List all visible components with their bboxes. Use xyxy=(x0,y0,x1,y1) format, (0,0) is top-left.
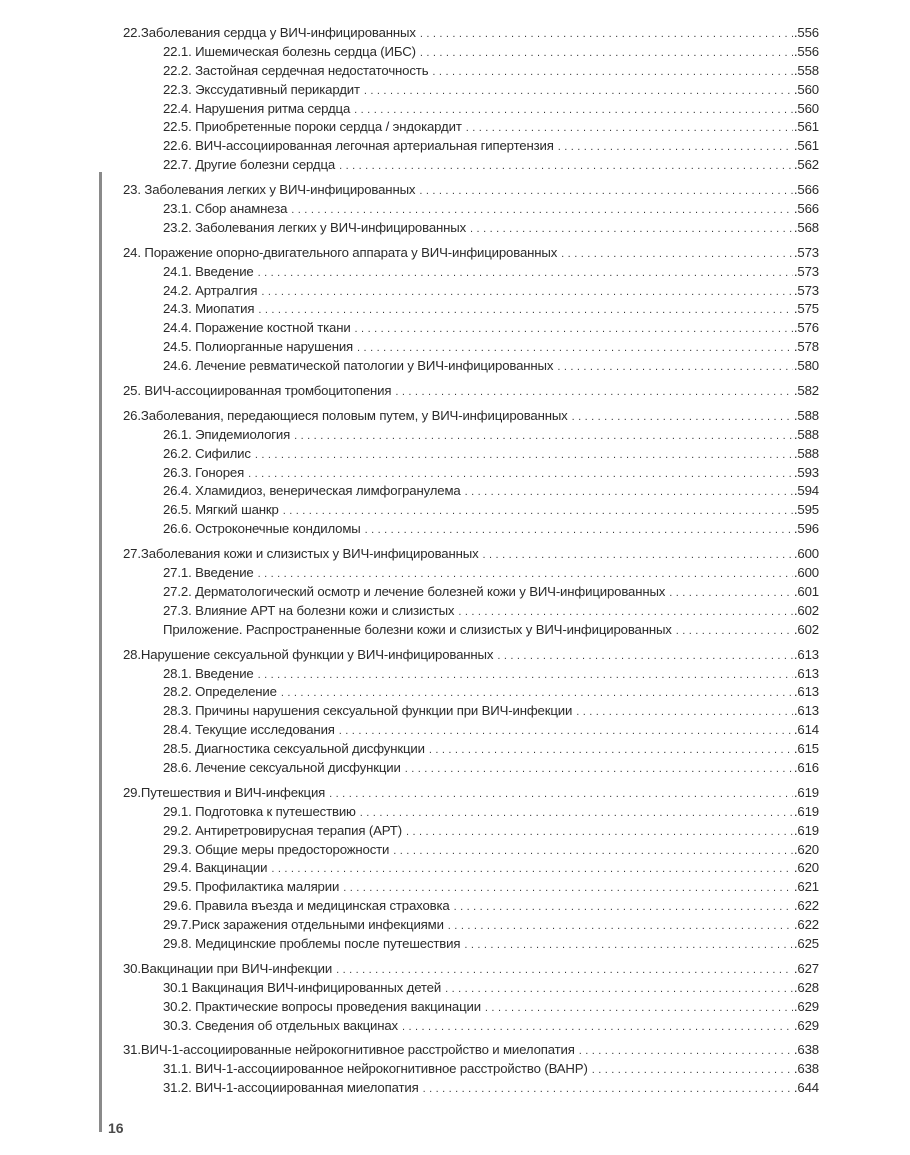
toc-entry-title: 28.5. Диагностика сексуальной дисфункции xyxy=(163,741,425,757)
toc-section xyxy=(123,181,819,238)
toc-section xyxy=(123,545,819,639)
toc-entry-page: .596 xyxy=(793,521,819,537)
dot-leader xyxy=(576,702,793,722)
dot-leader xyxy=(281,683,793,703)
toc-chapter-entry[interactable] xyxy=(123,784,819,803)
toc-subsection-entry[interactable] xyxy=(123,482,819,501)
toc-chapter-entry[interactable] xyxy=(123,181,819,200)
toc-entry-page: .595 xyxy=(793,502,819,518)
toc-entry-title: 27.1. Введение xyxy=(163,565,254,581)
toc-entry-page: .629 xyxy=(793,1017,819,1033)
toc-entry-title: 30.1 Вакцинация ВИЧ-инфицированных детей xyxy=(163,979,442,995)
dot-leader xyxy=(485,998,793,1018)
toc-entry-title: 24.3. Миопатия xyxy=(163,301,255,317)
dot-leader xyxy=(261,282,793,302)
dot-leader xyxy=(291,200,793,220)
dot-leader xyxy=(271,859,793,879)
toc-entry-page: .614 xyxy=(793,722,819,738)
toc-entry-page: .627 xyxy=(793,960,819,976)
toc-entry-title: Приложение. Распространенные болезни кожи и слизистых у ВИЧ-инфицированных xyxy=(163,621,672,637)
toc-subsection-entry[interactable] xyxy=(123,916,819,935)
toc-entry-title: 29.7.Риск заражения отдельными инфекциями xyxy=(163,917,444,933)
toc-subsection-entry[interactable] xyxy=(123,200,819,219)
toc-entry-page: .619 xyxy=(793,784,819,800)
toc-entry-page: .556 xyxy=(793,25,819,40)
toc-entry-title: 26.5. Мягкий шанкр xyxy=(163,502,279,518)
toc-entry-page: .575 xyxy=(793,301,819,317)
toc-subsection-entry[interactable] xyxy=(123,683,819,702)
toc-subsection-entry[interactable] xyxy=(123,464,819,483)
dot-leader xyxy=(405,759,793,779)
toc-entry-title: 27.Заболевания кожи и слизистых у ВИЧ-инфицированных xyxy=(123,546,479,562)
toc-subsection-entry[interactable] xyxy=(123,740,819,759)
dot-leader xyxy=(429,740,793,760)
toc-entry-title: 30.Вакцинации при ВИЧ-инфекции xyxy=(123,960,333,976)
dot-leader xyxy=(465,482,793,502)
dot-leader xyxy=(448,916,793,936)
toc-entry-title: 22.1. Ишемическая болезнь сердца (ИБС) xyxy=(163,43,416,59)
toc-entry-page: .573 xyxy=(793,263,819,279)
dot-leader xyxy=(557,357,793,377)
dot-leader xyxy=(294,426,793,446)
toc-entry-page: .578 xyxy=(793,339,819,355)
toc-entry-title: 23.2. Заболевания легких у ВИЧ-инфицированных xyxy=(163,219,467,235)
toc-chapter-entry[interactable] xyxy=(123,960,819,979)
toc-subsection-entry[interactable] xyxy=(123,426,819,445)
dot-leader xyxy=(329,784,793,804)
dot-leader xyxy=(258,263,793,283)
dot-leader xyxy=(354,100,793,120)
toc-entry-title: 23. Заболевания легких у ВИЧ-инфицированных xyxy=(123,182,416,198)
toc-subsection-entry[interactable] xyxy=(123,822,819,841)
dot-leader xyxy=(470,219,793,239)
toc-entry-page: .620 xyxy=(793,860,819,876)
toc-subsection-entry[interactable] xyxy=(123,878,819,897)
toc-entry-page: .620 xyxy=(793,841,819,857)
dot-leader xyxy=(432,62,793,82)
toc-entry-title: 28.3. Причины нарушения сексуальной функции при ВИЧ-инфекции xyxy=(163,703,573,719)
toc-entry-page: .561 xyxy=(793,138,819,154)
toc-entry-page: .613 xyxy=(793,665,819,681)
toc-entry-page: .566 xyxy=(793,182,819,198)
toc-entry-page: .629 xyxy=(793,998,819,1014)
dot-leader xyxy=(669,583,793,603)
toc-entry-page: .558 xyxy=(793,62,819,78)
dot-leader xyxy=(420,24,793,44)
toc-subsection-entry[interactable] xyxy=(123,803,819,822)
toc-entry-title: 31.ВИЧ-1-ассоциированные нейрокогнитивное расстройство и миелопатия xyxy=(123,1042,575,1058)
toc-subsection-entry[interactable] xyxy=(123,219,819,238)
dot-leader xyxy=(558,137,793,157)
toc-subsection-entry[interactable] xyxy=(123,62,819,81)
toc-entry-page: .615 xyxy=(793,741,819,757)
toc-entry-page: .588 xyxy=(793,407,819,423)
toc-entry-title: 22.Заболевания сердца у ВИЧ-инфицированных xyxy=(123,25,416,40)
toc-entry-page: .644 xyxy=(793,1080,819,1096)
toc-subsection-entry[interactable] xyxy=(123,1017,819,1036)
toc-entry-title: 27.2. Дерматологический осмотр и лечение болезней кожи у ВИЧ-инфицированных xyxy=(163,583,666,599)
toc-subsection-entry[interactable] xyxy=(123,338,819,357)
table-of-contents xyxy=(123,24,819,1104)
toc-subsection-entry[interactable] xyxy=(123,118,819,137)
toc-subsection-entry[interactable] xyxy=(123,156,819,175)
toc-chapter-entry[interactable] xyxy=(123,407,819,426)
dot-leader xyxy=(395,382,793,402)
toc-entry-title: 29.2. Антиретровирусная терапия (АРТ) xyxy=(163,822,402,838)
toc-entry-title: 29.3. Общие меры предосторожности xyxy=(163,841,390,857)
toc-entry-page: .602 xyxy=(793,602,819,618)
toc-section xyxy=(123,24,819,175)
toc-entry-title: 24.6. Лечение ревматической патологии у ВИЧ-инфицированных xyxy=(163,358,554,374)
toc-subsection-entry[interactable] xyxy=(123,137,819,156)
toc-subsection-entry[interactable] xyxy=(123,702,819,721)
toc-entry-title: 30.3. Сведения об отдельных вакцинах xyxy=(163,1017,398,1033)
dot-leader xyxy=(406,822,793,842)
toc-entry-title: 29.8. Медицинские проблемы после путешествия xyxy=(163,935,461,951)
toc-entry-title: 28.1. Введение xyxy=(163,665,254,681)
dot-leader xyxy=(483,545,793,565)
toc-chapter-entry[interactable] xyxy=(123,244,819,263)
toc-section xyxy=(123,960,819,1036)
dot-leader xyxy=(393,841,793,861)
dot-leader xyxy=(258,665,793,685)
dot-leader xyxy=(360,803,793,823)
dot-leader xyxy=(364,81,793,101)
toc-subsection-entry[interactable] xyxy=(123,43,819,62)
toc-subsection-entry[interactable] xyxy=(123,357,819,376)
dot-leader xyxy=(402,1017,793,1037)
dot-leader xyxy=(445,979,793,999)
toc-entry-page: .576 xyxy=(793,320,819,336)
toc-subsection-entry[interactable] xyxy=(123,319,819,338)
dot-leader xyxy=(420,43,793,63)
toc-subsection-entry[interactable] xyxy=(123,520,819,539)
toc-entry-page: .619 xyxy=(793,822,819,838)
toc-subsection-entry[interactable] xyxy=(123,621,819,640)
toc-subsection-entry[interactable] xyxy=(123,979,819,998)
toc-section xyxy=(123,1041,819,1098)
toc-entry-page: .588 xyxy=(793,426,819,442)
toc-section xyxy=(123,382,819,401)
toc-entry-title: 25. ВИЧ-ассоциированная тромбоцитопения xyxy=(123,383,392,399)
toc-entry-page: .600 xyxy=(793,565,819,581)
toc-entry-page: .613 xyxy=(793,684,819,700)
dot-leader xyxy=(572,407,793,427)
dot-leader xyxy=(458,602,793,622)
toc-entry-title: 28.6. Лечение сексуальной дисфункции xyxy=(163,759,401,775)
toc-entry-page: .556 xyxy=(793,43,819,59)
toc-entry-page: .602 xyxy=(793,621,819,637)
toc-section xyxy=(123,407,819,539)
dot-leader xyxy=(454,897,793,917)
toc-entry-page: .573 xyxy=(793,282,819,298)
toc-entry-page: .593 xyxy=(793,464,819,480)
toc-section xyxy=(123,244,819,376)
toc-entry-title: 29.4. Вакцинации xyxy=(163,860,268,876)
toc-subsection-entry[interactable] xyxy=(123,501,819,520)
page-number: 16 xyxy=(108,1120,124,1136)
toc-entry-title: 22.3. Экссудативный перикардит xyxy=(163,81,360,97)
toc-entry-title: 26.3. Гонорея xyxy=(163,464,245,480)
dot-leader xyxy=(357,338,793,358)
dot-leader xyxy=(464,935,793,955)
toc-entry-page: .613 xyxy=(793,703,819,719)
dot-leader xyxy=(592,1060,793,1080)
toc-entry-page: .638 xyxy=(793,1061,819,1077)
toc-entry-page: .560 xyxy=(793,81,819,97)
dot-leader xyxy=(339,721,793,741)
toc-subsection-entry[interactable] xyxy=(123,665,819,684)
toc-subsection-entry[interactable] xyxy=(123,100,819,119)
toc-subsection-entry[interactable] xyxy=(123,897,819,916)
toc-entry-title: 22.4. Нарушения ритма сердца xyxy=(163,100,351,116)
toc-entry-page: .616 xyxy=(793,759,819,775)
toc-subsection-entry[interactable] xyxy=(123,841,819,860)
dot-leader xyxy=(283,501,793,521)
toc-entry-title: 24. Поражение опорно-двигательного аппарата у ВИЧ-инфицированных xyxy=(123,244,558,260)
toc-subsection-entry[interactable] xyxy=(123,583,819,602)
toc-entry-title: 26.1. Эпидемиология xyxy=(163,426,291,442)
toc-subsection-entry[interactable] xyxy=(123,564,819,583)
toc-entry-page: .625 xyxy=(793,935,819,951)
toc-subsection-entry[interactable] xyxy=(123,263,819,282)
toc-entry-title: 31.2. ВИЧ-1-ассоциированная миелопатия xyxy=(163,1080,419,1096)
toc-entry-title: 26.2. Сифилис xyxy=(163,445,251,461)
toc-entry-title: 24.2. Артралгия xyxy=(163,282,258,298)
dot-leader xyxy=(676,621,793,641)
toc-subsection-entry[interactable] xyxy=(123,300,819,319)
toc-entry-page: .561 xyxy=(793,119,819,135)
toc-subsection-entry[interactable] xyxy=(123,602,819,621)
toc-entry-page: .573 xyxy=(793,244,819,260)
toc-entry-title: 28.4. Текущие исследования xyxy=(163,722,335,738)
dot-leader xyxy=(365,520,793,540)
toc-entry-page: .582 xyxy=(793,383,819,399)
dot-leader xyxy=(561,244,793,264)
toc-entry-page: .568 xyxy=(793,219,819,235)
dot-leader xyxy=(355,319,793,339)
toc-entry-page: .594 xyxy=(793,483,819,499)
toc-subsection-entry[interactable] xyxy=(123,282,819,301)
toc-entry-title: 29.5. Профилактика малярии xyxy=(163,879,340,895)
toc-entry-title: 29.6. Правила въезда и медицинская страховка xyxy=(163,898,450,914)
toc-chapter-entry[interactable] xyxy=(123,24,819,43)
toc-subsection-entry[interactable] xyxy=(123,81,819,100)
dot-leader xyxy=(258,300,793,320)
toc-entry-title: 26.6. Остроконечные кондиломы xyxy=(163,521,361,537)
toc-chapter-entry[interactable] xyxy=(123,646,819,665)
toc-entry-title: 29.Путешествия и ВИЧ-инфекция xyxy=(123,784,326,800)
toc-section xyxy=(123,646,819,778)
toc-entry-page: .613 xyxy=(793,646,819,662)
dot-leader xyxy=(339,156,793,176)
toc-entry-page: .621 xyxy=(793,879,819,895)
toc-entry-page: .562 xyxy=(793,157,819,173)
page-margin-bar xyxy=(99,172,102,1132)
toc-entry-title: 24.4. Поражение костной ткани xyxy=(163,320,351,336)
dot-leader xyxy=(336,960,793,980)
toc-section xyxy=(123,784,819,954)
toc-entry-title: 28.2. Определение xyxy=(163,684,277,700)
toc-subsection-entry[interactable] xyxy=(123,759,819,778)
toc-entry-title: 22.6. ВИЧ-ассоциированная легочная артериальная гипертензия xyxy=(163,138,554,154)
toc-subsection-entry[interactable] xyxy=(123,445,819,464)
toc-entry-title: 22.2. Застойная сердечная недостаточность xyxy=(163,62,429,78)
dot-leader xyxy=(255,445,793,465)
toc-entry-title: 31.1. ВИЧ-1-ассоциированное нейрокогнитивное расстройство (ВАНР) xyxy=(163,1061,588,1077)
toc-entry-title: 29.1. Подготовка к путешествию xyxy=(163,803,356,819)
toc-entry-title: 22.7. Другие болезни сердца xyxy=(163,157,336,173)
toc-entry-page: .560 xyxy=(793,100,819,116)
toc-subsection-entry[interactable] xyxy=(123,721,819,740)
dot-leader xyxy=(466,118,793,138)
toc-chapter-entry[interactable] xyxy=(123,1041,819,1060)
dot-leader xyxy=(258,564,793,584)
toc-entry-page: .622 xyxy=(793,917,819,933)
toc-entry-page: .566 xyxy=(793,201,819,217)
toc-subsection-entry[interactable] xyxy=(123,1060,819,1079)
toc-entry-title: 24.5. Полиорганные нарушения xyxy=(163,339,354,355)
toc-chapter-entry[interactable] xyxy=(123,545,819,564)
dot-leader xyxy=(343,878,793,898)
dot-leader xyxy=(423,1079,793,1099)
toc-entry-page: .588 xyxy=(793,445,819,461)
toc-entry-page: .638 xyxy=(793,1042,819,1058)
toc-subsection-entry[interactable] xyxy=(123,859,819,878)
dot-leader xyxy=(497,646,793,666)
dot-leader xyxy=(579,1041,793,1061)
toc-entry-title: 28.Нарушение сексуальной функции у ВИЧ-инфицированных xyxy=(123,646,494,662)
toc-entry-title: 26.Заболевания, передающиеся половым путем, у ВИЧ-инфицированных xyxy=(123,407,568,423)
toc-entry-page: .600 xyxy=(793,546,819,562)
toc-entry-page: .628 xyxy=(793,979,819,995)
toc-entry-title: 23.1. Сбор анамнеза xyxy=(163,201,288,217)
toc-entry-page: .619 xyxy=(793,803,819,819)
toc-entry-title: 24.1. Введение xyxy=(163,263,254,279)
toc-subsection-entry[interactable] xyxy=(123,998,819,1017)
toc-entry-title: 26.4. Хламидиоз, венерическая лимфогранулема xyxy=(163,483,461,499)
toc-entry-title: 22.5. Приобретенные пороки сердца / эндокардит xyxy=(163,119,462,135)
toc-subsection-entry[interactable] xyxy=(123,1079,819,1098)
toc-entry-page: .580 xyxy=(793,358,819,374)
toc-entry-title: 30.2. Практические вопросы проведения вакцинации xyxy=(163,998,481,1014)
toc-entry-title: 27.3. Влияние АРТ на болезни кожи и слизистых xyxy=(163,602,455,618)
toc-entry-page: .601 xyxy=(793,583,819,599)
toc-entry-page: .622 xyxy=(793,898,819,914)
toc-chapter-entry[interactable] xyxy=(123,382,819,401)
dot-leader xyxy=(419,181,793,201)
dot-leader xyxy=(248,464,793,484)
toc-subsection-entry[interactable] xyxy=(123,935,819,954)
